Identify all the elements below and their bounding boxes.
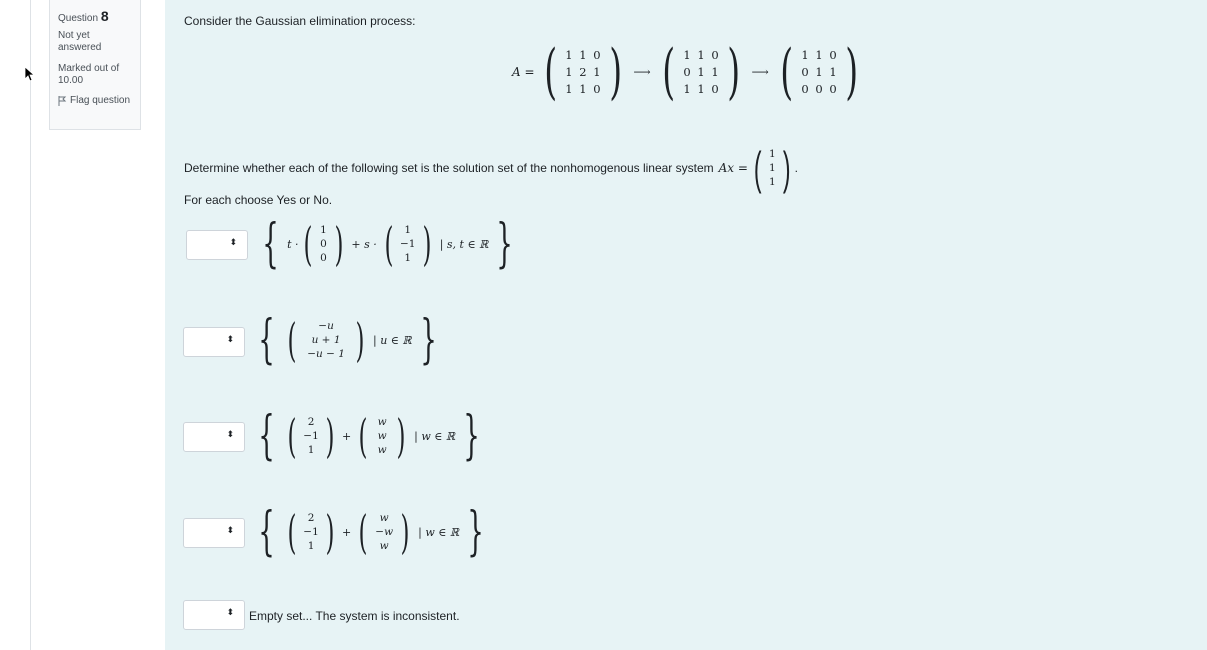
answer-select-3[interactable] xyxy=(183,422,245,452)
vector-entry: w xyxy=(377,444,387,456)
option2-vector xyxy=(301,320,351,360)
matrix-cell: 1 xyxy=(815,65,823,79)
instruction-text: For each choose Yes or No. xyxy=(184,193,333,207)
select-caret-icon: ⬍ xyxy=(226,429,234,439)
right-paren: ) xyxy=(334,217,344,271)
matrix-cell: 0 xyxy=(829,82,837,96)
select-caret-icon: ⬍ xyxy=(226,334,234,344)
option-set-1 xyxy=(254,214,521,274)
option4-vector1 xyxy=(301,512,321,552)
answer-select-5[interactable] xyxy=(183,600,245,630)
matrix-cell: 0 xyxy=(829,48,837,62)
vector-entry: 1 xyxy=(307,444,315,456)
matrix-cell: 0 xyxy=(801,65,809,79)
right-paren: ) xyxy=(727,37,741,107)
option1-condition: | s, t ∈ ℝ xyxy=(439,237,489,251)
left-paren: ( xyxy=(287,409,297,463)
question-info-panel xyxy=(49,0,141,130)
left-paren: ( xyxy=(358,505,368,559)
t-prefix: t · xyxy=(287,237,299,251)
matrix-cell: 1 xyxy=(565,65,573,79)
vector-entry: 1 xyxy=(307,540,315,552)
question-number xyxy=(58,8,132,24)
right-paren: ) xyxy=(325,505,335,559)
matrix-2 xyxy=(680,48,722,96)
right-brace: } xyxy=(467,502,484,562)
left-paren: ( xyxy=(303,217,312,271)
option3-vector1 xyxy=(301,416,321,456)
matrix-cell: 1 xyxy=(683,48,691,62)
vector-entry: −w xyxy=(375,526,394,538)
flag-icon xyxy=(58,96,67,106)
right-brace: } xyxy=(419,310,437,370)
left-brace: { xyxy=(258,406,275,466)
question-prompt xyxy=(184,142,798,194)
matrix-cell: 0 xyxy=(593,82,601,96)
left-border xyxy=(30,0,31,650)
vector-entry: 1 xyxy=(768,148,776,160)
matrix-cell: 1 xyxy=(579,48,587,62)
left-paren: ( xyxy=(287,505,297,559)
right-paren: ) xyxy=(355,313,365,367)
left-brace: { xyxy=(258,310,275,370)
question-number-value: 8 xyxy=(100,8,109,24)
right-paren: ) xyxy=(325,409,335,463)
system-label: Ax = xyxy=(718,161,748,175)
question-label: Question xyxy=(58,13,99,24)
matrix-cell: 1 xyxy=(815,48,823,62)
vector-entry: 2 xyxy=(307,512,315,524)
right-brace: } xyxy=(496,214,514,274)
mouse-cursor-icon xyxy=(24,66,36,82)
option-set-3 xyxy=(250,406,488,466)
right-paren: ) xyxy=(400,505,410,559)
matrix-cell: 1 xyxy=(565,48,573,62)
option1-vector2 xyxy=(398,224,418,264)
option4-vector2 xyxy=(372,512,396,552)
vector-entry: 1 xyxy=(768,162,776,174)
select-caret-icon: ⬍ xyxy=(226,525,234,535)
matrix-cell: 1 xyxy=(697,48,705,62)
vector-entry: 1 xyxy=(768,176,776,188)
right-paren: ) xyxy=(396,409,406,463)
option-set-4 xyxy=(250,502,492,562)
matrix-cell: 1 xyxy=(829,65,837,79)
matrix-cell: 1 xyxy=(579,82,587,96)
question-intro: Consider the Gaussian elimination process: xyxy=(184,14,416,28)
left-paren: ( xyxy=(753,142,762,194)
vector-entry: −1 xyxy=(303,430,319,442)
right-paren: ) xyxy=(845,37,859,107)
plus-s: + s · xyxy=(351,237,377,251)
vector-entry: 1 xyxy=(404,224,412,236)
left-paren: ( xyxy=(384,217,394,271)
vector-entry: 1 xyxy=(320,224,327,236)
matrix-cell: 1 xyxy=(711,65,719,79)
rhs-vector xyxy=(765,148,779,188)
gaussian-elimination-display xyxy=(512,37,863,107)
left-paren: ( xyxy=(287,313,297,367)
matrix-cell: 1 xyxy=(565,82,573,96)
plus: + xyxy=(342,525,352,539)
matrix-1 xyxy=(562,48,604,96)
vector-entry: −u − 1 xyxy=(307,348,345,360)
option2-condition: | u ∈ ℝ xyxy=(373,333,412,347)
answer-select-1[interactable] xyxy=(186,230,248,260)
matrix-cell: 0 xyxy=(683,65,691,79)
vector-entry: −u xyxy=(318,320,334,332)
left-paren: ( xyxy=(779,37,793,107)
option3-condition: | w ∈ ℝ xyxy=(414,429,456,443)
matrix-cell: 0 xyxy=(711,48,719,62)
right-paren: ) xyxy=(609,37,623,107)
option-set-2 xyxy=(250,310,445,370)
left-paren: ( xyxy=(543,37,557,107)
vector-entry: w xyxy=(379,540,389,552)
vector-entry: 2 xyxy=(307,416,315,428)
left-brace: { xyxy=(258,502,275,562)
vector-entry: w xyxy=(377,430,387,442)
right-paren: ) xyxy=(783,142,791,194)
vector-entry: 0 xyxy=(320,252,327,264)
matrix-cell: 0 xyxy=(801,82,809,96)
vector-entry: w xyxy=(377,416,387,428)
left-paren: ( xyxy=(358,409,368,463)
matrix-cell: 0 xyxy=(815,82,823,96)
vector-entry: w xyxy=(379,512,389,524)
question-state: Not yet answered xyxy=(58,30,102,53)
vector-entry: 0 xyxy=(320,238,327,250)
prompt-text: Determine whether each of the following set is the solution set of the nonhomogenous linear system xyxy=(184,161,714,175)
flag-question-link[interactable] xyxy=(58,95,132,106)
right-brace: } xyxy=(463,406,480,466)
option1-vector1 xyxy=(316,224,330,264)
option4-condition: | w ∈ ℝ xyxy=(418,525,460,539)
option5-label: Empty set... The system is inconsistent. xyxy=(249,609,460,623)
right-paren: ) xyxy=(422,217,432,271)
option3-vector2 xyxy=(372,416,392,456)
vector-entry: −1 xyxy=(303,526,319,538)
matrix-cell: 1 xyxy=(593,65,601,79)
select-caret-icon: ⬍ xyxy=(226,607,234,617)
matrix-cell: 0 xyxy=(711,82,719,96)
matrix-cell: 1 xyxy=(697,82,705,96)
arrow-2: ⟶ xyxy=(751,65,769,79)
vector-entry: −1 xyxy=(399,238,416,250)
vector-entry: u + 1 xyxy=(311,334,341,346)
matrix-cell: 1 xyxy=(801,48,809,62)
matrix-3 xyxy=(798,48,840,96)
left-paren: ( xyxy=(661,37,675,107)
vector-entry: 1 xyxy=(404,252,412,264)
matrix-a-label: A = xyxy=(512,65,535,79)
matrix-cell: 1 xyxy=(683,82,691,96)
arrow-1: ⟶ xyxy=(633,65,651,79)
matrix-cell: 1 xyxy=(697,65,705,79)
answer-select-2[interactable] xyxy=(183,327,245,357)
question-grade: Marked out of 10.00 xyxy=(58,63,120,86)
matrix-cell: 2 xyxy=(579,65,587,79)
flag-question-label: Flag question xyxy=(70,95,131,106)
answer-select-4[interactable] xyxy=(183,518,245,548)
left-brace: { xyxy=(262,214,279,274)
period: . xyxy=(794,161,798,175)
select-caret-icon: ⬍ xyxy=(229,237,237,247)
plus: + xyxy=(342,429,352,443)
matrix-cell: 0 xyxy=(593,48,601,62)
